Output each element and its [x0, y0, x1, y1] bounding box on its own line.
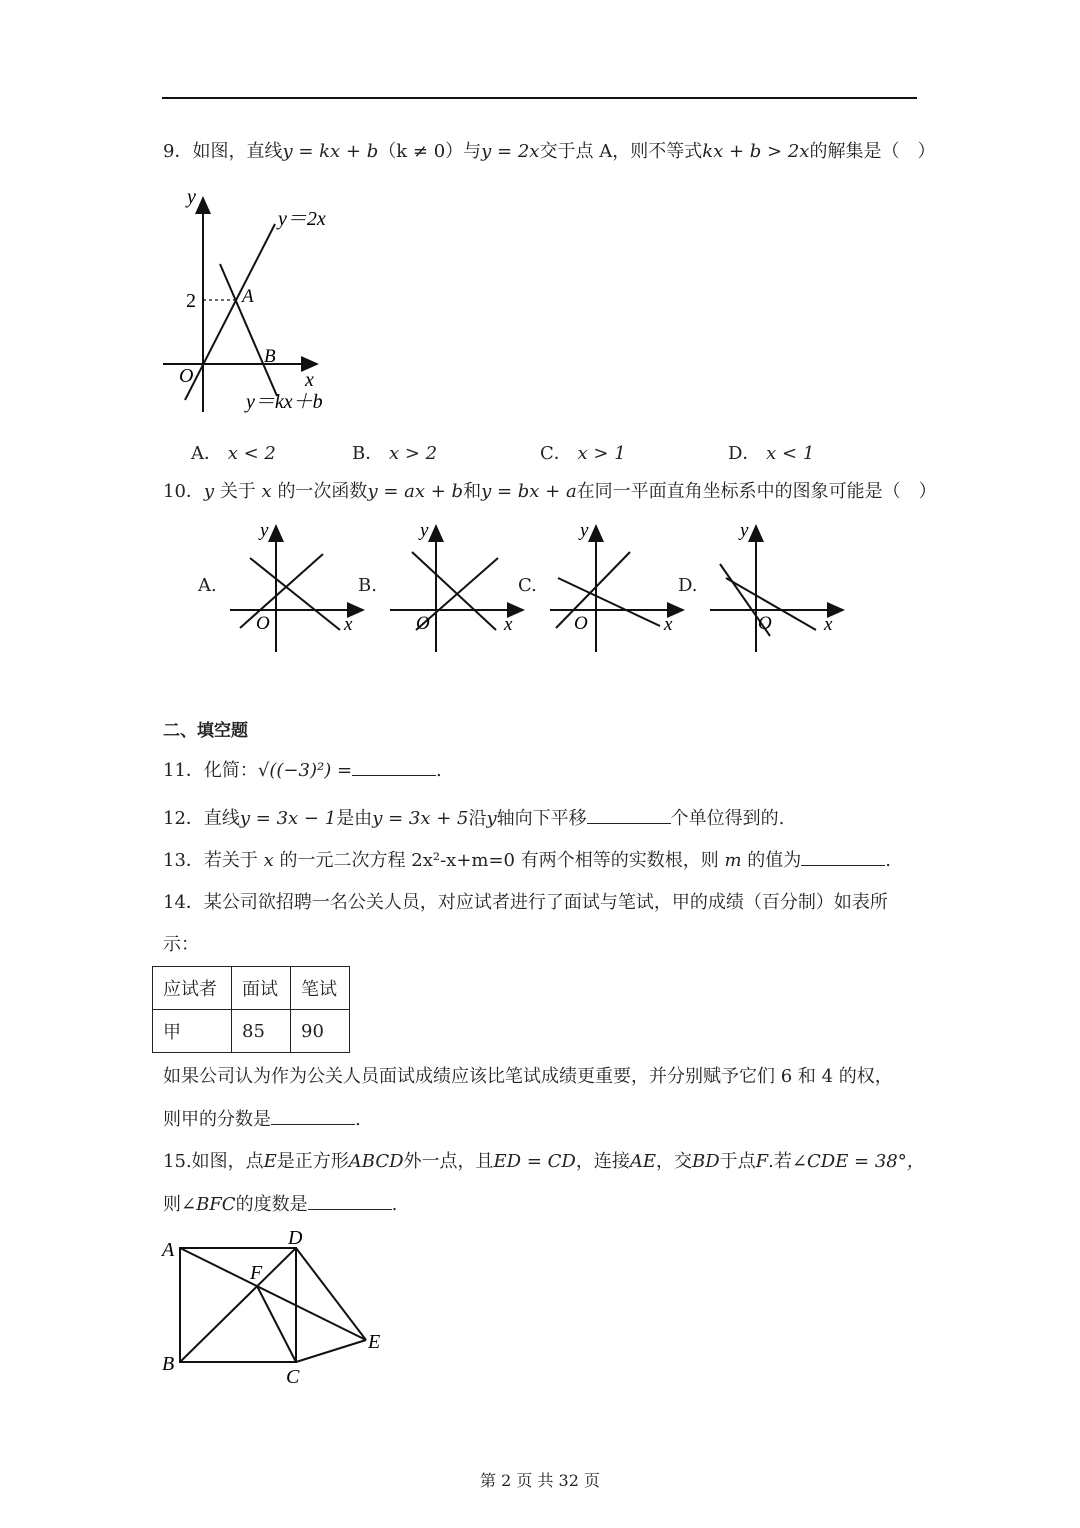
q15-eq: ED = CD — [493, 1151, 576, 1172]
q15-text: 15.如图，点 — [163, 1151, 264, 1172]
table-header-cell: 应试者 — [153, 967, 232, 1010]
label-c: C — [286, 1366, 300, 1388]
q13-text: . — [885, 850, 892, 871]
q10-graph-d[interactable] — [708, 520, 848, 655]
q13-var: x — [263, 850, 274, 871]
q15-text: . — [391, 1194, 398, 1215]
segment-de — [296, 1248, 366, 1340]
option-expr: x < 2 — [227, 443, 276, 464]
q9-stem — [163, 141, 935, 163]
option-letter: A． — [191, 443, 222, 464]
q12-eq1: y = 3x − 1 — [239, 808, 337, 829]
q15-text: ，连接 — [575, 1151, 630, 1172]
table-row — [153, 1010, 350, 1053]
q12-answer-blank[interactable] — [587, 807, 671, 824]
q10-text: 的一次函数 — [277, 481, 368, 502]
q9-text: 的解集是（ ） — [809, 141, 936, 162]
q11-text: . — [436, 760, 442, 781]
q10-text: 关于 — [219, 481, 256, 502]
table-cell: 90 — [291, 1010, 350, 1053]
segment-cf — [257, 1286, 296, 1362]
q14-line2: 示： — [163, 934, 199, 955]
q13-text: 的一元二次方程 — [279, 850, 406, 871]
q10-option-a-letter[interactable]: A. — [198, 575, 217, 596]
option-expr: x > 1 — [577, 443, 626, 464]
q15-text: 则 — [163, 1194, 181, 1215]
q14-line4 — [163, 1108, 361, 1131]
x-label: x — [344, 614, 353, 635]
q9-inequality: kx + b > 2x — [702, 141, 810, 162]
q10-option-c-letter[interactable]: C. — [518, 575, 537, 596]
q12-text: 是由 — [336, 808, 373, 829]
q14-line3: 如果公司认为作为公关人员面试成绩应该比笔试成绩更重要，并分别赋予它们 6 和 4 的权， — [163, 1066, 893, 1087]
label-b: B — [162, 1353, 175, 1375]
q9-line-kxb — [220, 264, 277, 396]
q15-var: E — [263, 1151, 277, 1172]
q12-eq2: y = 3x + 5 — [372, 808, 469, 829]
q10-eq2: y = bx + a — [481, 481, 577, 502]
q15-angle: ∠BFC — [181, 1194, 236, 1215]
q13-line — [163, 849, 891, 872]
q13-var: m — [724, 850, 742, 871]
q9-line1-label: y＝2x — [278, 208, 326, 230]
q10-text: 10． — [163, 481, 204, 502]
q10-text: 和 — [463, 481, 482, 502]
option-letter: B． — [352, 443, 384, 464]
q9-line-2x — [185, 224, 275, 400]
segment-ae — [180, 1248, 366, 1340]
graph-line-1 — [240, 554, 323, 628]
table-header-row — [153, 967, 350, 1010]
page-footer: 第 2 页 共 32 页 — [480, 1471, 600, 1490]
q15-var: ABCD — [348, 1151, 404, 1172]
q9-option-c[interactable] — [540, 439, 626, 465]
q14-line1: 14．某公司欲招聘一名公关人员，对应试者进行了面试与笔试，甲的成绩（百分制）如表所 — [163, 892, 888, 913]
y-label: y — [580, 520, 589, 541]
q9-point-a: A — [242, 286, 254, 307]
table-header-cell: 面试 — [232, 967, 291, 1010]
q14-answer-blank[interactable] — [271, 1108, 355, 1125]
q15-var: AE — [629, 1151, 656, 1172]
label-f: F — [250, 1262, 263, 1284]
q9-eq1: y = kx + b — [282, 141, 379, 162]
q11-text: 11．化简： — [163, 760, 258, 781]
q10-option-d-letter[interactable]: D. — [678, 575, 698, 596]
q13-text: 13．若关于 — [163, 850, 258, 871]
table-cell: 甲 — [153, 1010, 232, 1053]
q15-angle: ∠CDE = 38°， — [791, 1151, 925, 1172]
q15-var: BD — [692, 1151, 720, 1172]
graph-line-1 — [556, 552, 630, 628]
q10-eq1: y = ax + b — [367, 481, 464, 502]
q9-tick-2: 2 — [186, 290, 196, 312]
q15-figure — [160, 1228, 390, 1388]
q9-line2-label: y＝kx＋b — [246, 391, 323, 413]
q12-text: 轴向下平移 — [496, 808, 587, 829]
q9-eq2: y = 2x — [481, 141, 540, 162]
q14-text: 则甲的分数是 — [163, 1109, 271, 1130]
y-label: y — [420, 520, 429, 541]
q15-text: ，交 — [656, 1151, 692, 1172]
q12-text: 12．直线 — [163, 808, 240, 829]
q12-var: y — [486, 808, 497, 829]
origin-label: O — [416, 613, 430, 634]
q9-figure — [160, 186, 340, 416]
q10-stem — [163, 481, 937, 503]
q15-line2 — [163, 1193, 397, 1216]
segment-ce — [296, 1340, 366, 1362]
q14-score-table — [152, 966, 350, 1053]
y-label: y — [260, 520, 269, 541]
table-cell: 85 — [232, 1010, 291, 1053]
option-letter: C． — [540, 443, 572, 464]
q11-line — [163, 759, 442, 782]
q9-point-b: B — [264, 346, 276, 367]
q15-text: 是正方形 — [276, 1151, 349, 1172]
q9-option-b[interactable] — [352, 439, 437, 465]
origin-label: O — [574, 613, 588, 634]
q9-text: 与 — [463, 141, 482, 162]
q12-text: 沿 — [468, 808, 487, 829]
q10-text: 在同一平面直角坐标系中的图象可能是（ ） — [576, 481, 937, 502]
label-a: A — [162, 1239, 175, 1261]
x-label: x — [664, 614, 673, 635]
x-label: x — [504, 614, 513, 635]
q9-x-label: x — [305, 369, 314, 391]
q15-text: 外一点，且 — [403, 1151, 494, 1172]
q13-answer-blank[interactable] — [801, 849, 885, 866]
q11-answer-blank[interactable] — [352, 759, 436, 776]
q9-origin-label: O — [179, 365, 194, 387]
q13-text: 的值为 — [747, 850, 802, 871]
q15-text: .若 — [768, 1151, 792, 1172]
q15-answer-blank[interactable] — [308, 1193, 392, 1210]
q9-condition: （k ≠ 0） — [378, 141, 464, 162]
top-rule — [162, 97, 917, 99]
q11-expr: √((−3)²) = — [257, 760, 353, 781]
q12-text: 个单位得到的. — [670, 808, 785, 829]
q10-option-b-letter[interactable]: B. — [358, 575, 377, 596]
table-header-cell: 笔试 — [291, 967, 350, 1010]
q10-var: y — [203, 481, 215, 502]
q9-text: 交于点 A，则不等式 — [539, 141, 703, 162]
q15-var: F — [755, 1151, 769, 1172]
q15-line1 — [163, 1151, 925, 1173]
q15-text: 于点 — [719, 1151, 756, 1172]
x-label: x — [824, 614, 833, 635]
label-d: D — [288, 1227, 303, 1249]
q12-line — [163, 807, 784, 830]
q10-graph-b[interactable] — [388, 520, 528, 655]
q10-graph-c[interactable] — [548, 520, 688, 655]
q10-graph-a[interactable] — [228, 520, 368, 655]
q9-text: 9．如图，直线 — [163, 141, 283, 162]
q13-text: 有两个相等的实数根，则 — [520, 850, 719, 871]
diagonal-bd — [180, 1248, 296, 1362]
origin-label: O — [758, 613, 772, 634]
origin-label: O — [256, 613, 270, 634]
q9-option-a[interactable] — [191, 439, 276, 465]
section-heading: 二、填空题 — [163, 721, 248, 741]
q9-option-d[interactable] — [728, 439, 814, 465]
option-expr: x > 2 — [388, 443, 438, 464]
q15-text: 的度数是 — [235, 1194, 308, 1215]
option-letter: D． — [728, 443, 761, 464]
q14-text: . — [355, 1109, 361, 1130]
option-expr: x < 1 — [766, 443, 815, 464]
y-label: y — [740, 520, 749, 541]
label-e: E — [368, 1331, 381, 1353]
q13-eq: 2x²-x+m=0 — [411, 850, 516, 871]
q10-var: x — [261, 481, 272, 502]
q9-y-label: y — [187, 186, 196, 208]
